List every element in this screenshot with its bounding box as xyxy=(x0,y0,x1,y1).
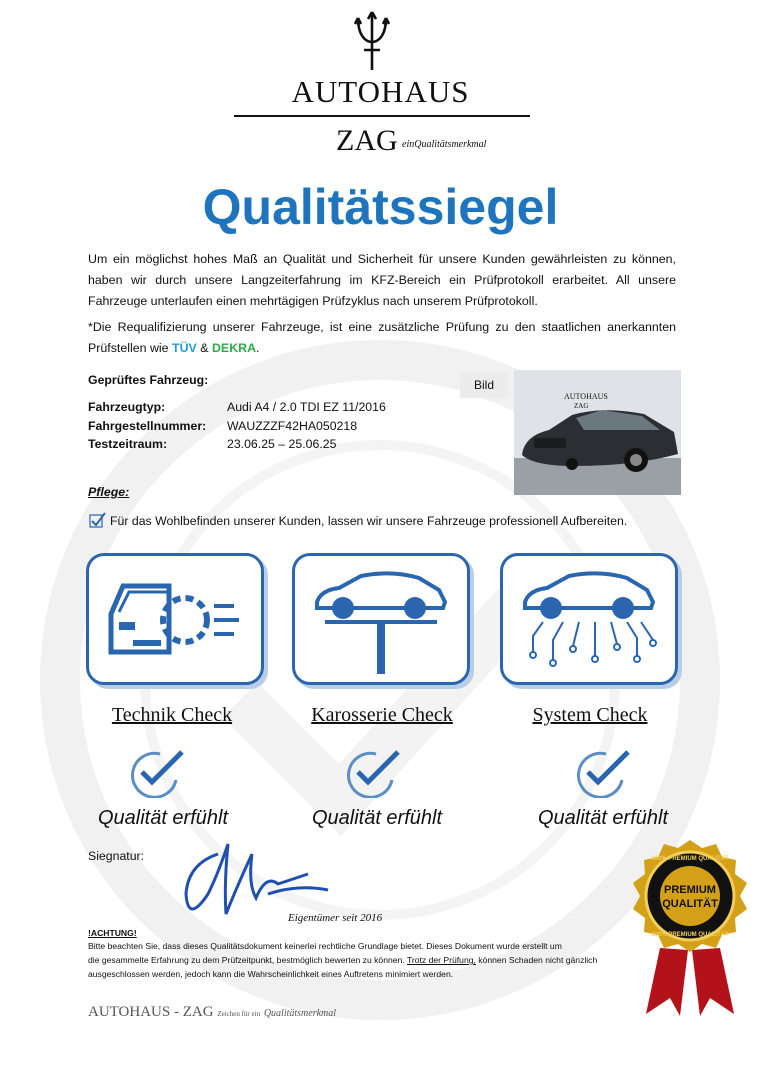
notice-line-3: ausgeschlossen werden, jedoch kann die Wahrscheinlichkeit eines Auftretens minimiert werden. xyxy=(88,969,454,979)
notice-line-1: Bitte beachten Sie, dass dieses Qualitätsdokument keinerlei rechtliche Grundlage bietet. Dieses Dokument wurde erstellt um xyxy=(88,941,562,951)
dekra-label: DEKRA xyxy=(211,341,257,355)
technik-check-card xyxy=(86,553,264,685)
notice-line-2 xyxy=(88,953,658,967)
test-period-label: Testzeitraum: xyxy=(88,437,168,451)
premium-quality-badge xyxy=(620,838,760,1018)
intro-paragraph: Um ein möglichst hohes Maß an Qualität und Sicherheit für unsere Kunden gewährleisten zu können, haben wir durch unsere Langzeiterfahrung im KFZ-Bereich ein Prüfprotokoll erarbeitet. All unsere Fahrzeuge unterlaufen einen mehrtägigen Prüfzyklus nach unserem Prüfprotokoll. xyxy=(88,252,676,308)
badge-top-text: 100% PREMIUM QUALITÄT xyxy=(651,856,729,862)
image-label: Bild xyxy=(460,372,508,398)
system-result: Qualität erfühlt xyxy=(537,807,669,829)
karosserie-result: Qualität erfühlt xyxy=(311,807,443,829)
badge-line-1: PREMIUM xyxy=(664,884,716,896)
notice-line-2a: die gesammelte Erfahrung zu dem Prüfzeitpunkt, bestmöglich bewerten zu können. xyxy=(88,955,407,965)
notice-line-2c: können Schaden nicht gänzlich xyxy=(475,955,598,965)
tuv-label: TÜV xyxy=(172,341,197,355)
footer xyxy=(88,1004,336,1021)
karosserie-check-label: Karosserie Check xyxy=(311,704,453,726)
logo-divider xyxy=(234,115,530,117)
car-circuit-icon xyxy=(503,556,675,682)
signature-label: Siegnatur: xyxy=(88,849,145,863)
photo-logo-zag: ZAG xyxy=(574,402,589,410)
trident-logo-icon xyxy=(352,10,392,72)
requalification-paragraph xyxy=(88,317,676,359)
car-gear-icon xyxy=(89,556,261,682)
requal-end: . xyxy=(256,341,260,355)
notice-line-2b: Trotz der Prüfung, xyxy=(406,955,476,965)
footer-brand: AUTOHAUS - ZAG xyxy=(88,1004,214,1020)
checkmark-icon xyxy=(126,748,186,798)
page-title: Qualitätssiegel xyxy=(202,179,559,235)
vehicle-type-label: Fahrzeugtyp: xyxy=(88,400,166,414)
vehicle-type-value: Audi A4 / 2.0 TDI EZ 11/2016 xyxy=(227,400,386,414)
care-text: Für das Wohlbefinden unserer Kunden, lassen wir unsere Fahrzeuge professionell Aufbereiten. xyxy=(110,514,628,528)
notice-text xyxy=(88,939,658,981)
care-heading: Pflege: xyxy=(88,485,130,499)
notice-heading: !ACHTUNG! xyxy=(88,928,137,938)
logo-zag: ZAG xyxy=(336,124,398,157)
technik-check-label: Technik Check xyxy=(111,704,233,726)
checkbox-checked-icon xyxy=(89,512,107,528)
test-period-value: 23.06.25 – 25.06.25 xyxy=(227,437,337,451)
footer-script: Qualitätsmerkmal xyxy=(263,1008,337,1019)
logo-tagline: einQualitätsmerkmal xyxy=(402,139,487,150)
car-lift-icon xyxy=(295,556,467,682)
technik-result: Qualität erfühlt xyxy=(97,807,229,829)
footer-small: Zeichen für ein xyxy=(217,1010,261,1018)
photo-logo: AUTOHAUS xyxy=(564,392,608,401)
vin-value: WAUZZZF42HA050218 xyxy=(227,419,358,433)
checkmark-icon xyxy=(342,748,402,798)
karosserie-check-card xyxy=(292,553,470,685)
requal-and: & xyxy=(196,341,212,355)
car-photo xyxy=(514,370,681,495)
requal-text: *Die Requalifizierung unserer Fahrzeuge, ist eine zusätzliche Prüfung zu den staatlichen anerkannten Prüfstellen wie xyxy=(88,320,676,355)
signature-caption: Eigentümer seit 2016 xyxy=(288,912,383,924)
badge-bottom-text: 100% PREMIUM QUALITÄT xyxy=(651,932,729,938)
vin-label: Fahrgestellnummer: xyxy=(88,419,207,433)
system-check-card xyxy=(500,553,678,685)
badge-line-2: QUALITÄT xyxy=(662,898,718,910)
checkmark-icon xyxy=(572,748,632,798)
vehicle-heading: Geprüftes Fahrzeug: xyxy=(88,373,209,387)
logo-title: AUTOHAUS xyxy=(291,74,470,109)
system-check-label: System Check xyxy=(532,704,648,726)
